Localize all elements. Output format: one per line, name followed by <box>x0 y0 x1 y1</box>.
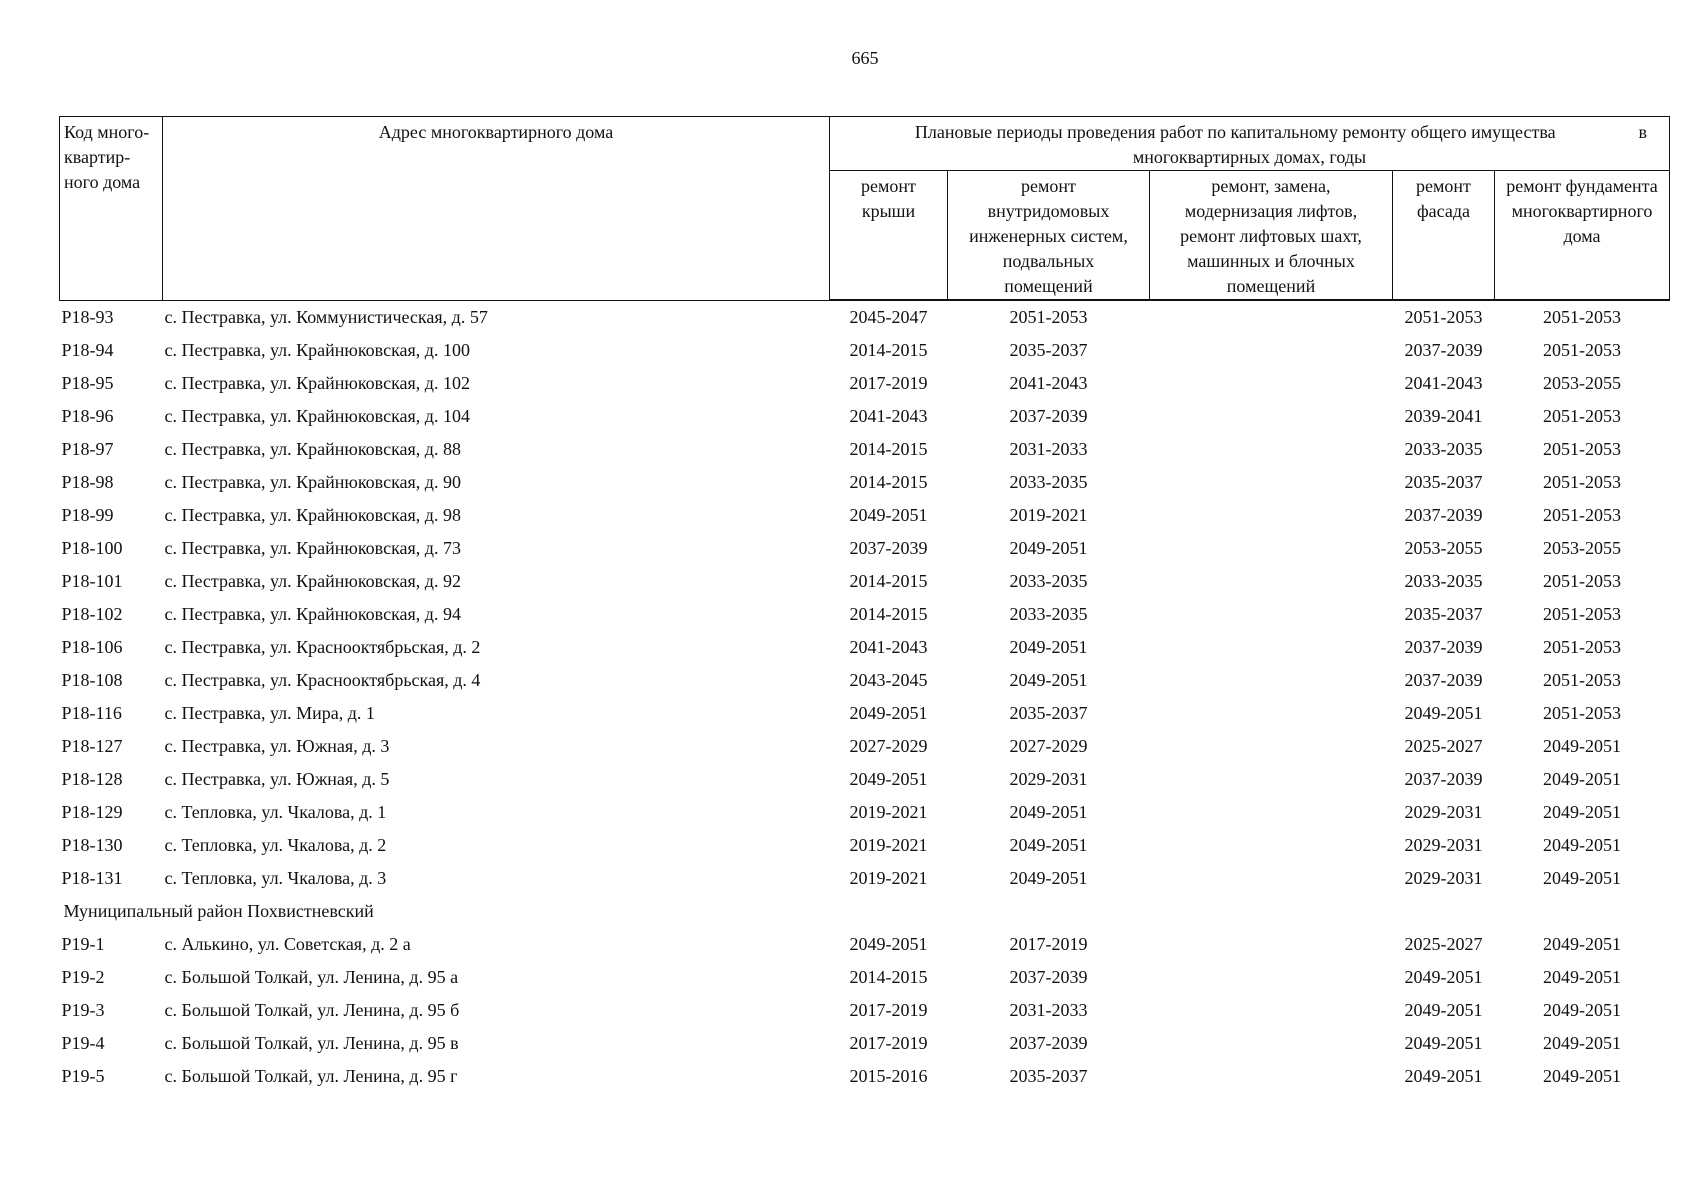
cell-roof: 2014-2015 <box>849 571 928 591</box>
cell-elevators <box>1150 334 1393 367</box>
cell-roof: 2019-2021 <box>849 835 928 855</box>
cell-address: с. Большой Толкай, ул. Ленина, д. 95 б <box>164 1000 460 1020</box>
cell-code: Р19-1 <box>61 934 105 954</box>
header-periods <box>830 117 1670 171</box>
table-row <box>60 598 1670 631</box>
cell-address: с. Пестравка, ул. Коммунистическая, д. 57 <box>164 306 488 327</box>
cell-code: Р18-99 <box>61 505 114 525</box>
cell-foundation: 2053-2055 <box>1543 538 1621 558</box>
table-body <box>60 300 1670 1093</box>
header-elevators-line: модернизация лифтов, <box>1184 201 1358 221</box>
cell-code: Р18-127 <box>61 736 123 756</box>
cell-engineering: 2049-2051 <box>1009 637 1088 657</box>
cell-elevators <box>1150 466 1393 499</box>
cell-elevators <box>1150 433 1393 466</box>
header-foundation-line: ремонт фундамента <box>1506 176 1658 196</box>
cell-facade: 2051-2053 <box>1404 307 1483 327</box>
cell-roof: 2017-2019 <box>849 1033 928 1053</box>
cell-code: Р18-102 <box>61 604 123 624</box>
header-roof-line: ремонт <box>861 176 916 196</box>
cell-facade: 2037-2039 <box>1404 340 1483 360</box>
cell-address: с. Пестравка, ул. Мира, д. 1 <box>164 703 375 723</box>
table-row <box>60 367 1670 400</box>
cell-roof: 2027-2029 <box>849 736 928 756</box>
header-code-line: квартир- <box>64 147 131 167</box>
cell-foundation: 2051-2053 <box>1543 670 1621 690</box>
cell-address: с. Тепловка, ул. Чкалова, д. 1 <box>164 802 387 822</box>
cell-facade: 2037-2039 <box>1404 505 1483 525</box>
cell-foundation: 2049-2051 <box>1543 1000 1621 1020</box>
cell-code: Р18-100 <box>61 538 123 558</box>
table-row <box>60 565 1670 598</box>
cell-engineering: 2037-2039 <box>1009 967 1088 987</box>
cell-code: Р18-96 <box>61 406 114 426</box>
cell-roof: 2014-2015 <box>849 967 928 987</box>
cell-facade: 2041-2043 <box>1404 373 1483 393</box>
table-row <box>60 1027 1670 1060</box>
header-elevators <box>1150 171 1393 301</box>
cell-facade: 2029-2031 <box>1404 802 1483 822</box>
cell-roof: 2015-2016 <box>849 1066 928 1086</box>
cell-foundation: 2051-2053 <box>1543 472 1621 492</box>
cell-address: с. Пестравка, ул. Южная, д. 3 <box>164 736 390 756</box>
cell-engineering: 2049-2051 <box>1009 802 1088 822</box>
cell-facade: 2049-2051 <box>1404 1000 1483 1020</box>
cell-roof: 2049-2051 <box>849 703 928 723</box>
cell-code: Р18-116 <box>61 703 122 723</box>
header-facade-line: фасада <box>1417 201 1470 221</box>
cell-foundation: 2051-2053 <box>1543 340 1621 360</box>
cell-engineering: 2033-2035 <box>1009 472 1088 492</box>
cell-roof: 2017-2019 <box>849 373 928 393</box>
cell-elevators <box>1150 565 1393 598</box>
cell-code: Р18-106 <box>61 637 123 657</box>
cell-elevators <box>1150 367 1393 400</box>
table-row <box>60 829 1670 862</box>
cell-code: Р18-98 <box>61 472 114 492</box>
cell-facade: 2049-2051 <box>1404 1066 1483 1086</box>
cell-roof: 2045-2047 <box>849 307 928 327</box>
cell-address: с. Тепловка, ул. Чкалова, д. 3 <box>164 868 387 888</box>
header-engineering-line: ремонт <box>1021 176 1076 196</box>
cell-address: с. Пестравка, ул. Крайнюковская, д. 90 <box>164 472 461 492</box>
table-row <box>60 1060 1670 1093</box>
cell-engineering: 2035-2037 <box>1009 1066 1088 1086</box>
cell-facade: 2033-2035 <box>1404 571 1483 591</box>
cell-address: с. Пестравка, ул. Краснооктябрьская, д. 4 <box>164 670 481 690</box>
header-engineering-line: инженерных систем, <box>969 226 1128 246</box>
cell-roof: 2014-2015 <box>849 340 928 360</box>
cell-roof: 2037-2039 <box>849 538 928 558</box>
cell-foundation: 2049-2051 <box>1543 1033 1621 1053</box>
cell-foundation: 2049-2051 <box>1543 934 1621 954</box>
cell-foundation: 2051-2053 <box>1543 505 1621 525</box>
table-row <box>60 763 1670 796</box>
cell-facade: 2049-2051 <box>1404 967 1483 987</box>
cell-foundation: 2049-2051 <box>1543 868 1621 888</box>
cell-facade: 2037-2039 <box>1404 769 1483 789</box>
cell-elevators <box>1150 862 1393 895</box>
cell-foundation: 2051-2053 <box>1543 439 1621 459</box>
cell-elevators <box>1150 928 1393 961</box>
header-elevators-line: ремонт, замена, <box>1211 176 1331 196</box>
cell-elevators <box>1150 1027 1393 1060</box>
cell-code: Р18-94 <box>61 340 114 360</box>
cell-address: с. Тепловка, ул. Чкалова, д. 2 <box>164 835 387 855</box>
cell-engineering: 2049-2051 <box>1009 538 1088 558</box>
header-periods-in: в <box>1638 122 1647 142</box>
cell-facade: 2049-2051 <box>1404 1033 1483 1053</box>
cell-code: Р18-130 <box>61 835 123 855</box>
cell-engineering: 2049-2051 <box>1009 670 1088 690</box>
section-row <box>60 895 1670 928</box>
cell-elevators <box>1150 763 1393 796</box>
header-periods-line2: многоквартирных домах, годы <box>1132 147 1367 167</box>
cell-facade: 2035-2037 <box>1404 604 1483 624</box>
cell-engineering: 2037-2039 <box>1009 406 1088 426</box>
cell-engineering: 2035-2037 <box>1009 703 1088 723</box>
table-row <box>60 499 1670 532</box>
cell-foundation: 2049-2051 <box>1543 1066 1621 1086</box>
cell-code: Р19-2 <box>61 967 105 987</box>
header-foundation <box>1495 171 1670 301</box>
cell-roof: 2019-2021 <box>849 868 928 888</box>
cell-foundation: 2049-2051 <box>1543 769 1621 789</box>
cell-foundation: 2051-2053 <box>1543 703 1621 723</box>
cell-engineering: 2037-2039 <box>1009 1033 1088 1053</box>
header-code-line: Код много- <box>64 122 150 142</box>
cell-engineering: 2027-2029 <box>1009 736 1088 756</box>
cell-address: с. Пестравка, ул. Крайнюковская, д. 92 <box>164 571 461 591</box>
cell-elevators <box>1150 664 1393 697</box>
cell-elevators <box>1150 697 1393 730</box>
cell-address: с. Пестравка, ул. Крайнюковская, д. 73 <box>164 538 461 558</box>
cell-elevators <box>1150 300 1393 334</box>
cell-roof: 2049-2051 <box>849 505 928 525</box>
cell-address: с. Пестравка, ул. Крайнюковская, д. 100 <box>164 340 470 360</box>
table-row <box>60 994 1670 1027</box>
cell-engineering: 2041-2043 <box>1009 373 1088 393</box>
cell-facade: 2049-2051 <box>1404 703 1483 723</box>
cell-foundation: 2051-2053 <box>1543 604 1621 624</box>
header-code-line: ного дома <box>64 172 141 192</box>
header-roof-line: крыши <box>861 201 916 221</box>
cell-foundation: 2049-2051 <box>1543 802 1621 822</box>
cell-roof: 2019-2021 <box>849 802 928 822</box>
cell-foundation: 2051-2053 <box>1543 637 1621 657</box>
capital-repair-table <box>59 116 1670 1093</box>
cell-address: с. Большой Толкай, ул. Ленина, д. 95 г <box>164 1066 458 1086</box>
cell-engineering: 2035-2037 <box>1009 340 1088 360</box>
table-row <box>60 928 1670 961</box>
cell-facade: 2053-2055 <box>1404 538 1483 558</box>
header-engineering <box>948 171 1150 301</box>
cell-engineering: 2049-2051 <box>1009 868 1088 888</box>
header-periods-line1: Плановые периоды проведения работ по капитальному ремонту общего имущества <box>914 122 1556 142</box>
cell-roof: 2014-2015 <box>849 439 928 459</box>
cell-address: с. Алькино, ул. Советская, д. 2 а <box>164 934 411 954</box>
header-engineering-line: подвальных <box>1002 251 1095 271</box>
cell-facade: 2029-2031 <box>1404 835 1483 855</box>
cell-code: Р18-128 <box>61 769 123 789</box>
table-row <box>60 466 1670 499</box>
cell-roof: 2041-2043 <box>849 406 928 426</box>
cell-code: Р18-108 <box>61 670 123 690</box>
cell-facade: 2025-2027 <box>1404 736 1483 756</box>
cell-address: с. Пестравка, ул. Краснооктябрьская, д. 2 <box>164 637 481 657</box>
cell-elevators <box>1150 796 1393 829</box>
cell-facade: 2025-2027 <box>1404 934 1483 954</box>
header-roof <box>830 171 948 301</box>
header-address: Адрес многоквартирного дома <box>163 117 830 301</box>
cell-facade: 2037-2039 <box>1404 637 1483 657</box>
section-title: Муниципальный район Похвистневский <box>63 901 374 921</box>
table-row <box>60 532 1670 565</box>
cell-address: с. Пестравка, ул. Крайнюковская, д. 94 <box>164 604 461 624</box>
cell-engineering: 2031-2033 <box>1009 1000 1088 1020</box>
cell-code: Р18-131 <box>61 868 123 888</box>
header-foundation-line: многоквартирного <box>1511 201 1653 221</box>
cell-facade: 2039-2041 <box>1404 406 1483 426</box>
cell-engineering: 2029-2031 <box>1009 769 1088 789</box>
header-facade-line: ремонт <box>1416 176 1471 196</box>
header-code <box>60 117 163 301</box>
cell-address: с. Пестравка, ул. Крайнюковская, д. 102 <box>164 373 470 393</box>
cell-foundation: 2049-2051 <box>1543 835 1621 855</box>
header-foundation-line: дома <box>1563 226 1601 246</box>
header-elevators-line: помещений <box>1226 276 1316 296</box>
cell-address: с. Пестравка, ул. Южная, д. 5 <box>164 769 390 789</box>
cell-address: с. Пестравка, ул. Крайнюковская, д. 88 <box>164 439 461 459</box>
cell-address: с. Большой Толкай, ул. Ленина, д. 95 а <box>164 967 459 987</box>
cell-engineering: 2051-2053 <box>1009 307 1088 327</box>
cell-elevators <box>1150 730 1393 763</box>
cell-elevators <box>1150 1060 1393 1093</box>
header-elevators-line: машинных и блочных <box>1187 251 1355 271</box>
cell-code: Р19-5 <box>61 1066 105 1086</box>
table-row <box>60 400 1670 433</box>
cell-code: Р19-4 <box>61 1033 105 1053</box>
cell-foundation: 2051-2053 <box>1543 406 1621 426</box>
cell-address: с. Пестравка, ул. Крайнюковская, д. 98 <box>164 505 461 525</box>
cell-elevators <box>1150 631 1393 664</box>
table-row <box>60 631 1670 664</box>
cell-address: с. Пестравка, ул. Крайнюковская, д. 104 <box>164 406 470 426</box>
cell-engineering: 2033-2035 <box>1009 604 1088 624</box>
cell-code: Р19-3 <box>61 1000 105 1020</box>
cell-facade: 2029-2031 <box>1404 868 1483 888</box>
cell-code: Р18-93 <box>61 306 114 327</box>
cell-engineering: 2017-2019 <box>1009 934 1088 954</box>
table-row <box>60 697 1670 730</box>
page-number: 665 <box>851 48 879 68</box>
table-row <box>60 334 1670 367</box>
cell-foundation: 2049-2051 <box>1543 736 1621 756</box>
header-engineering-line: помещений <box>1004 276 1093 296</box>
cell-code: Р18-97 <box>61 439 114 459</box>
cell-roof: 2041-2043 <box>849 637 928 657</box>
cell-elevators <box>1150 499 1393 532</box>
cell-roof: 2049-2051 <box>849 934 928 954</box>
cell-foundation: 2049-2051 <box>1543 967 1621 987</box>
cell-roof: 2014-2015 <box>849 604 928 624</box>
table-row <box>60 796 1670 829</box>
cell-engineering: 2019-2021 <box>1009 505 1088 525</box>
table-row <box>60 862 1670 895</box>
cell-roof: 2017-2019 <box>849 1000 928 1020</box>
cell-roof: 2043-2045 <box>849 670 928 690</box>
cell-elevators <box>1150 961 1393 994</box>
cell-facade: 2033-2035 <box>1404 439 1483 459</box>
cell-elevators <box>1150 532 1393 565</box>
header-facade <box>1393 171 1495 301</box>
table-row <box>60 300 1670 334</box>
cell-foundation: 2051-2053 <box>1543 307 1621 327</box>
cell-roof: 2049-2051 <box>849 769 928 789</box>
cell-facade: 2037-2039 <box>1404 670 1483 690</box>
header-engineering-line: внутридомовых <box>987 201 1110 221</box>
cell-foundation: 2053-2055 <box>1543 373 1621 393</box>
cell-engineering: 2049-2051 <box>1009 835 1088 855</box>
header-elevators-line: ремонт лифтовых шахт, <box>1180 226 1362 246</box>
table-row <box>60 730 1670 763</box>
cell-elevators <box>1150 994 1393 1027</box>
cell-elevators <box>1150 598 1393 631</box>
table-row <box>60 961 1670 994</box>
cell-code: Р18-129 <box>61 802 123 822</box>
cell-roof: 2014-2015 <box>849 472 928 492</box>
cell-engineering: 2033-2035 <box>1009 571 1088 591</box>
cell-address: с. Большой Толкай, ул. Ленина, д. 95 в <box>164 1033 459 1053</box>
cell-facade: 2035-2037 <box>1404 472 1483 492</box>
cell-code: Р18-101 <box>61 571 123 591</box>
cell-elevators <box>1150 829 1393 862</box>
cell-code: Р18-95 <box>61 373 114 393</box>
table-row <box>60 664 1670 697</box>
cell-elevators <box>1150 400 1393 433</box>
table-row <box>60 433 1670 466</box>
cell-engineering: 2031-2033 <box>1009 439 1088 459</box>
cell-foundation: 2051-2053 <box>1543 571 1621 591</box>
